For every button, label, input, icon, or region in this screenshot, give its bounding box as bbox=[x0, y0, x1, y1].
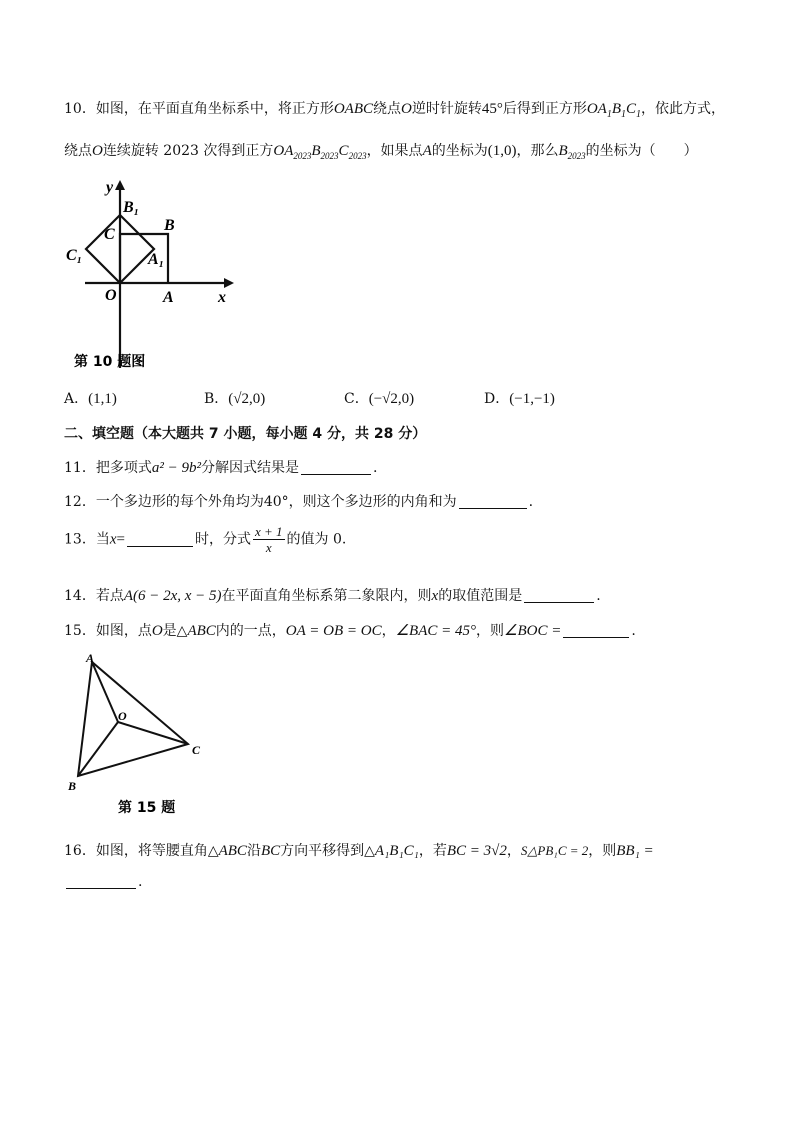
q10-number: 10． bbox=[64, 101, 96, 117]
segment-oa bbox=[92, 662, 118, 722]
label-x: x bbox=[218, 289, 226, 306]
q16-answer-blank[interactable] bbox=[66, 874, 136, 889]
x-arrow bbox=[224, 278, 234, 288]
q10-line1: 10．如图，在平面直角坐标系中，将正方形OABC绕点O逆时针旋转45°后得到正方形$OA_1B_1C_1$，依此方式， bbox=[64, 101, 726, 120]
label-c: C bbox=[104, 226, 115, 243]
label-c1: C₁ bbox=[66, 247, 83, 264]
segment-oc bbox=[118, 722, 188, 744]
label-b: B bbox=[164, 217, 175, 234]
q12-answer-blank[interactable] bbox=[459, 494, 527, 509]
q10-line2: 绕点O连续旋转 2023 次得到正方$OA_{2023}B_{2023}C_{2023}$，如果点A的坐标为(1,0)，那么$B_{2023}$的坐标为（ ） bbox=[64, 143, 698, 161]
figure-15-caption: 第 15 题 bbox=[118, 800, 176, 816]
label-o: O bbox=[105, 287, 117, 304]
q11-answer-blank[interactable] bbox=[301, 460, 371, 475]
square-oa2023: $OA_{2023}B_{2023}C_{2023}$ bbox=[273, 143, 367, 161]
q15: 15．如图，点O是△ABC内的一点，OA = OB = OC，∠BAC = 45°，则∠BOC = . bbox=[64, 623, 636, 639]
triangle-abc bbox=[78, 662, 188, 776]
label-o: O bbox=[118, 709, 127, 723]
label-c: C bbox=[192, 743, 201, 757]
y-arrow bbox=[115, 180, 125, 190]
q10-option-d[interactable]: D．(−1,−1) bbox=[484, 391, 555, 407]
q11: 11．把多项式a² − 9b²分解因式结果是 . bbox=[64, 460, 378, 476]
q10-option-b[interactable]: B．(√2,0) bbox=[204, 391, 266, 407]
q16-line2: . bbox=[64, 874, 142, 890]
q13-fraction: $\frac{x + 1}{x}$ bbox=[254, 524, 283, 555]
q10-option-c[interactable]: C．(−√2,0) bbox=[344, 391, 415, 407]
q14-answer-blank[interactable] bbox=[524, 588, 594, 603]
label-b1: B₁ bbox=[123, 199, 140, 216]
label-a: A bbox=[163, 289, 174, 306]
point-b2023: $B_{2023}$ bbox=[558, 143, 586, 161]
label-y: y bbox=[106, 179, 114, 196]
figure-10-caption: 第 10 题图 bbox=[74, 354, 146, 370]
section-2-title: 二、填空题（本大题共 7 小题，每小题 4 分，共 28 分） bbox=[64, 426, 427, 442]
q12: 12．一个多边形的每个外角均为40°，则这个多边形的内角和为 . bbox=[64, 494, 534, 510]
label-a1: A₁ bbox=[148, 251, 165, 268]
q14: 14．若点A(6 − 2x, x − 5)在平面直角坐标系第二象限内，则x的取值范围是 . bbox=[64, 588, 601, 604]
square-oa1b1c1: $OA_1B_1C_1$ bbox=[586, 101, 642, 120]
figure-15 bbox=[62, 652, 212, 817]
q13-answer-blank[interactable] bbox=[127, 532, 193, 547]
q10-option-a[interactable]: A．(1,1) bbox=[64, 391, 117, 407]
label-b: B bbox=[68, 779, 77, 793]
label-a: A bbox=[86, 652, 95, 665]
q13: 13．当x= 时，分式 $\frac{x + 1}{x}$ 的值为 0. bbox=[64, 524, 347, 555]
q15-answer-blank[interactable] bbox=[563, 623, 629, 638]
figure-10 bbox=[60, 178, 240, 373]
q16: 16．如图，将等腰直角△ABC沿BC方向平移得到△A₁B₁C₁，若BC = 3√2，S△PB₁C = 2，则BB₁ = bbox=[64, 843, 654, 859]
